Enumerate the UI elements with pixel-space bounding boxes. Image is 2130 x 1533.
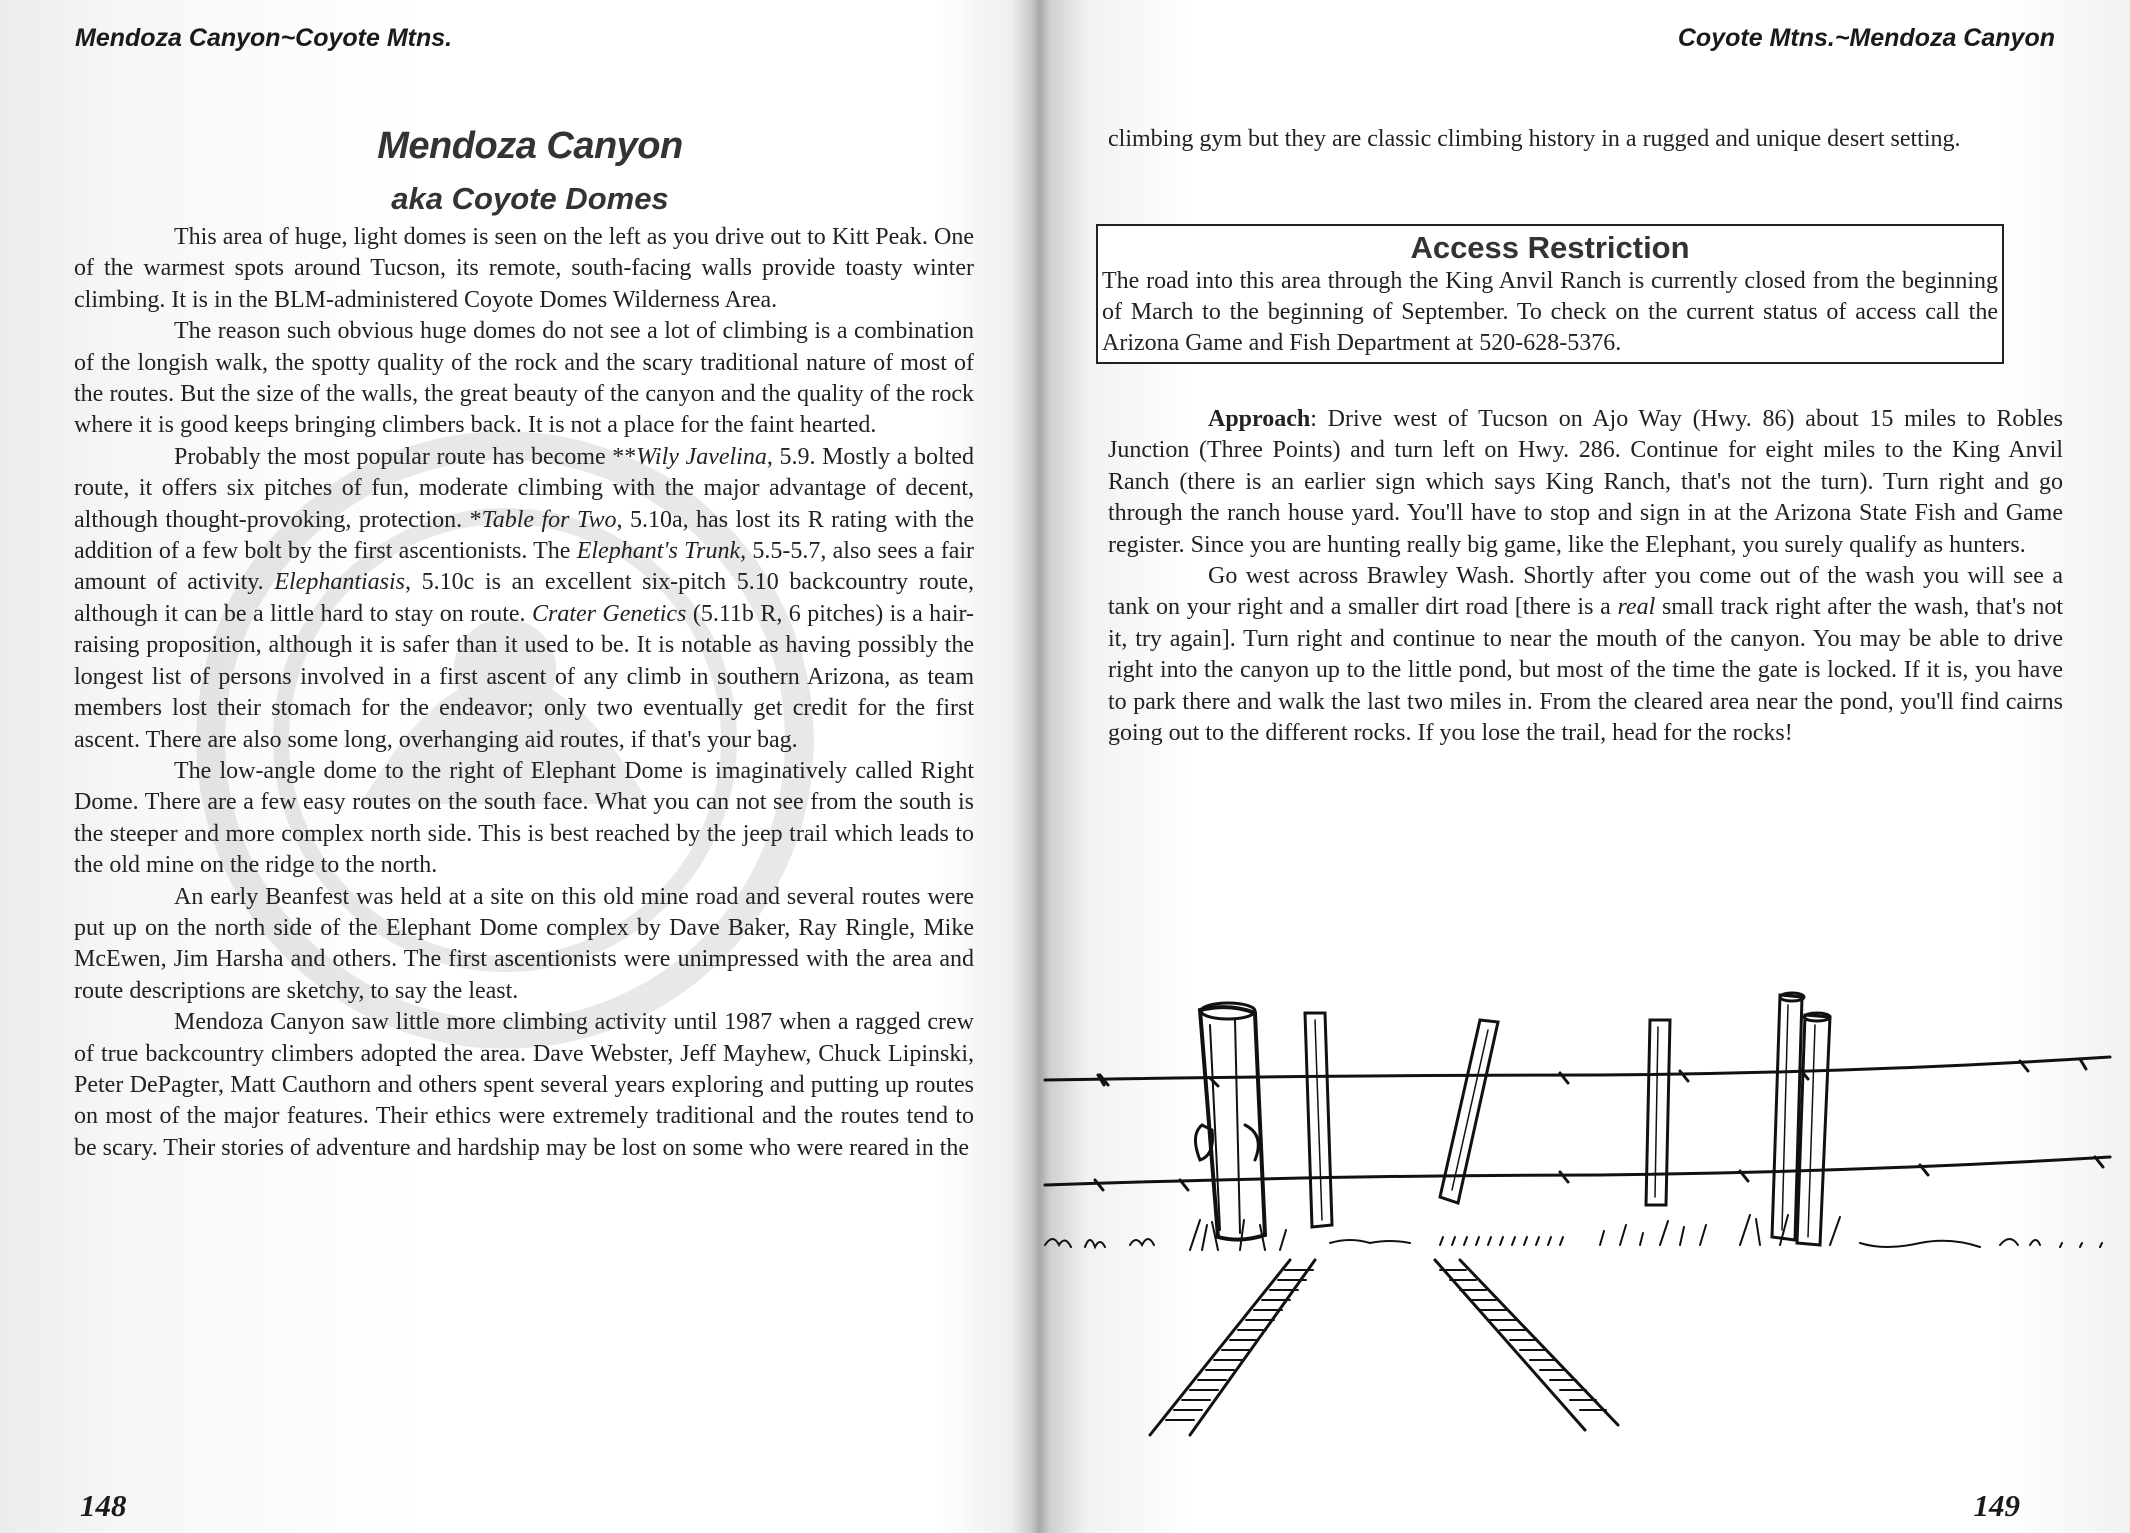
- page-number-left: 148: [80, 1488, 127, 1523]
- page-subtitle: aka Coyote Domes: [391, 181, 669, 216]
- paragraph-3-text: 5.5-5.7, also sees a fair amount of activity.: [74, 538, 975, 596]
- page-number-right: 149: [1973, 1488, 2020, 1523]
- paragraph-3-text: Probably the most popular route has become **: [174, 443, 637, 470]
- left-page: [0, 0, 1020, 1533]
- paragraph-6: Mendoza Canyon saw little more climbing activity until 1987 when a ragged crew of true backcountry climbers adopted the area. Dave Webster, Jeff Mayhew, Chuck Lipinski, Peter DePagter, Matt Cauthorn and others spent several years exploring and putting up routes on most of the major features. Their ethics were extremely traditional and the routes tend to be scary. Their stories of adventure and hardship may be lost on some who were reared in the: [74, 1009, 974, 1161]
- paragraph-2: The reason such obvious huge domes do not see a lot of climbing is a combination of the longish walk, the spotty quality of the rock and the scary traditional nature of most of the routes. But the size of the walls, the great beauty of the canyon and the quality of the rock where it is good keeps bringing climbers back. It is not a place for the faint hearted.: [74, 318, 974, 439]
- paragraph-3: [74, 442, 974, 756]
- route-name-wily-javelina: Wily Javelina: [636, 443, 767, 470]
- access-restriction-title: Access Restriction: [1410, 230, 1690, 265]
- continued-paragraph: climbing gym but they are classic climbing history in a rugged and unique desert setting.: [1108, 126, 1961, 152]
- continued-text: [1108, 124, 2063, 155]
- fence-drawing-icon: [1040, 975, 2115, 1440]
- paragraph-1: This area of huge, light domes is seen on the left as you drive out to Kitt Peak. One of the warmest spots around Tucson, its remote, south-facing walls provide toasty winter climbing. It is in the BLM-administered Coyote Domes Wilderness Area.: [74, 224, 974, 313]
- route-name-elephantiasis: Elephantiasis: [274, 569, 406, 596]
- paragraph-3-text: , 5.10a, has lost its R rating with the addition of a few bolt by the first ascentionists. The: [74, 506, 974, 565]
- directions-emphasis-real: real: [1617, 594, 1656, 621]
- running-head-right: Coyote Mtns.~Mendoza Canyon: [1677, 24, 2055, 52]
- directions-text: Go west across Brawley Wash. Shortly after you come out of the wash you will see a tank on your right and a smaller dirt road [there is a: [1108, 563, 2063, 621]
- directions-paragraph: [1108, 561, 2063, 749]
- paragraph-3-text: (5.11b R, 6 pitches) is a hair-raising proposition, although it is safer than it used to be. It is notable as having possibly the longest list of persons involved in a first ascent of any climb in southern Arizona, as team members lost their stomach for the endeavor; only two eventually get credit for the first ascent. There are also some long, overhanging aid routes, if that's your bag.: [74, 600, 974, 753]
- access-restriction-box: [1096, 224, 2004, 364]
- directions-text: small track right after the wash, that's not it, try again]. Turn right and continue to near the mouth of the canyon. You may be able to drive right into the canyon up to the little pond, but most of the time the gate is locked. If it is, you have to park there and walk the last two miles in. From the cleared area near the pond, you'll find cairns going out to the different rocks. If you lose the trail, head for the rocks!: [1108, 594, 2063, 747]
- approach-paragraph: [1108, 404, 2063, 561]
- approach-colon: :: [1310, 406, 1317, 432]
- approach-section: [1108, 404, 2063, 749]
- paragraph-3-text: , 5.10c is an excellent six-pitch 5.10 backcountry route, although it can be a little hard to stay on route.: [74, 569, 975, 627]
- route-name-crater-genetics: Crater Genetics: [531, 600, 687, 627]
- approach-text: Drive west of Tucson on Ajo Way (Hwy. 86) about 15 miles to Robles Junction (Three Points) and turn left on Hwy. 286. Continue for eight miles to the King Anvil Ranch (there is an earlier sign which says King Ranch, that's not the turn). Turn right and go through the ranch house yard. You'll have to stop and sign in at the Arizona State Fish and Game register. Since you are hunting really big game, like the Elephant, you surely qualify as hunters.: [1108, 406, 2063, 558]
- page-title: Mendoza Canyon: [377, 125, 683, 167]
- left-body-text: [74, 222, 974, 1164]
- access-restriction-text: The road into this area through the King Anvil Ranch is currently closed from the beginning of March to the beginning of September. To check on the current status of access call the Arizona Game and Fish Department at 520-628-5376.: [1102, 268, 1998, 356]
- paragraph-5: An early Beanfest was held at a site on this old mine road and several routes were put up on the north side of the Elephant Dome complex by Dave Baker, Ray Ringle, Mike McEwen, Jim Harsha and others. The first ascentionists were unimpressed with the area and route descriptions are sketchy, to say the least.: [74, 883, 974, 1004]
- paragraph-3-text: , 5.9. Mostly a bolted route, it offers six pitches of fun, moderate climbing with the major advantage of decent, although thought-provoking, protection. *: [74, 443, 974, 533]
- route-name-elephants-trunk: Elephant's Trunk,: [576, 538, 747, 565]
- paragraph-4: The low-angle dome to the right of Elephant Dome is imaginatively called Right Dome. There are a few easy routes on the south face. What you can not see from the south is the steeper and more complex north side. This is best reached by the jeep trail which leads to the old mine on the ridge to the north.: [74, 757, 974, 879]
- running-head-left: Mendoza Canyon~Coyote Mtns.: [75, 24, 453, 52]
- approach-label: Approach: [1208, 406, 1311, 432]
- route-name-table-for-two: Table for Two: [481, 506, 617, 533]
